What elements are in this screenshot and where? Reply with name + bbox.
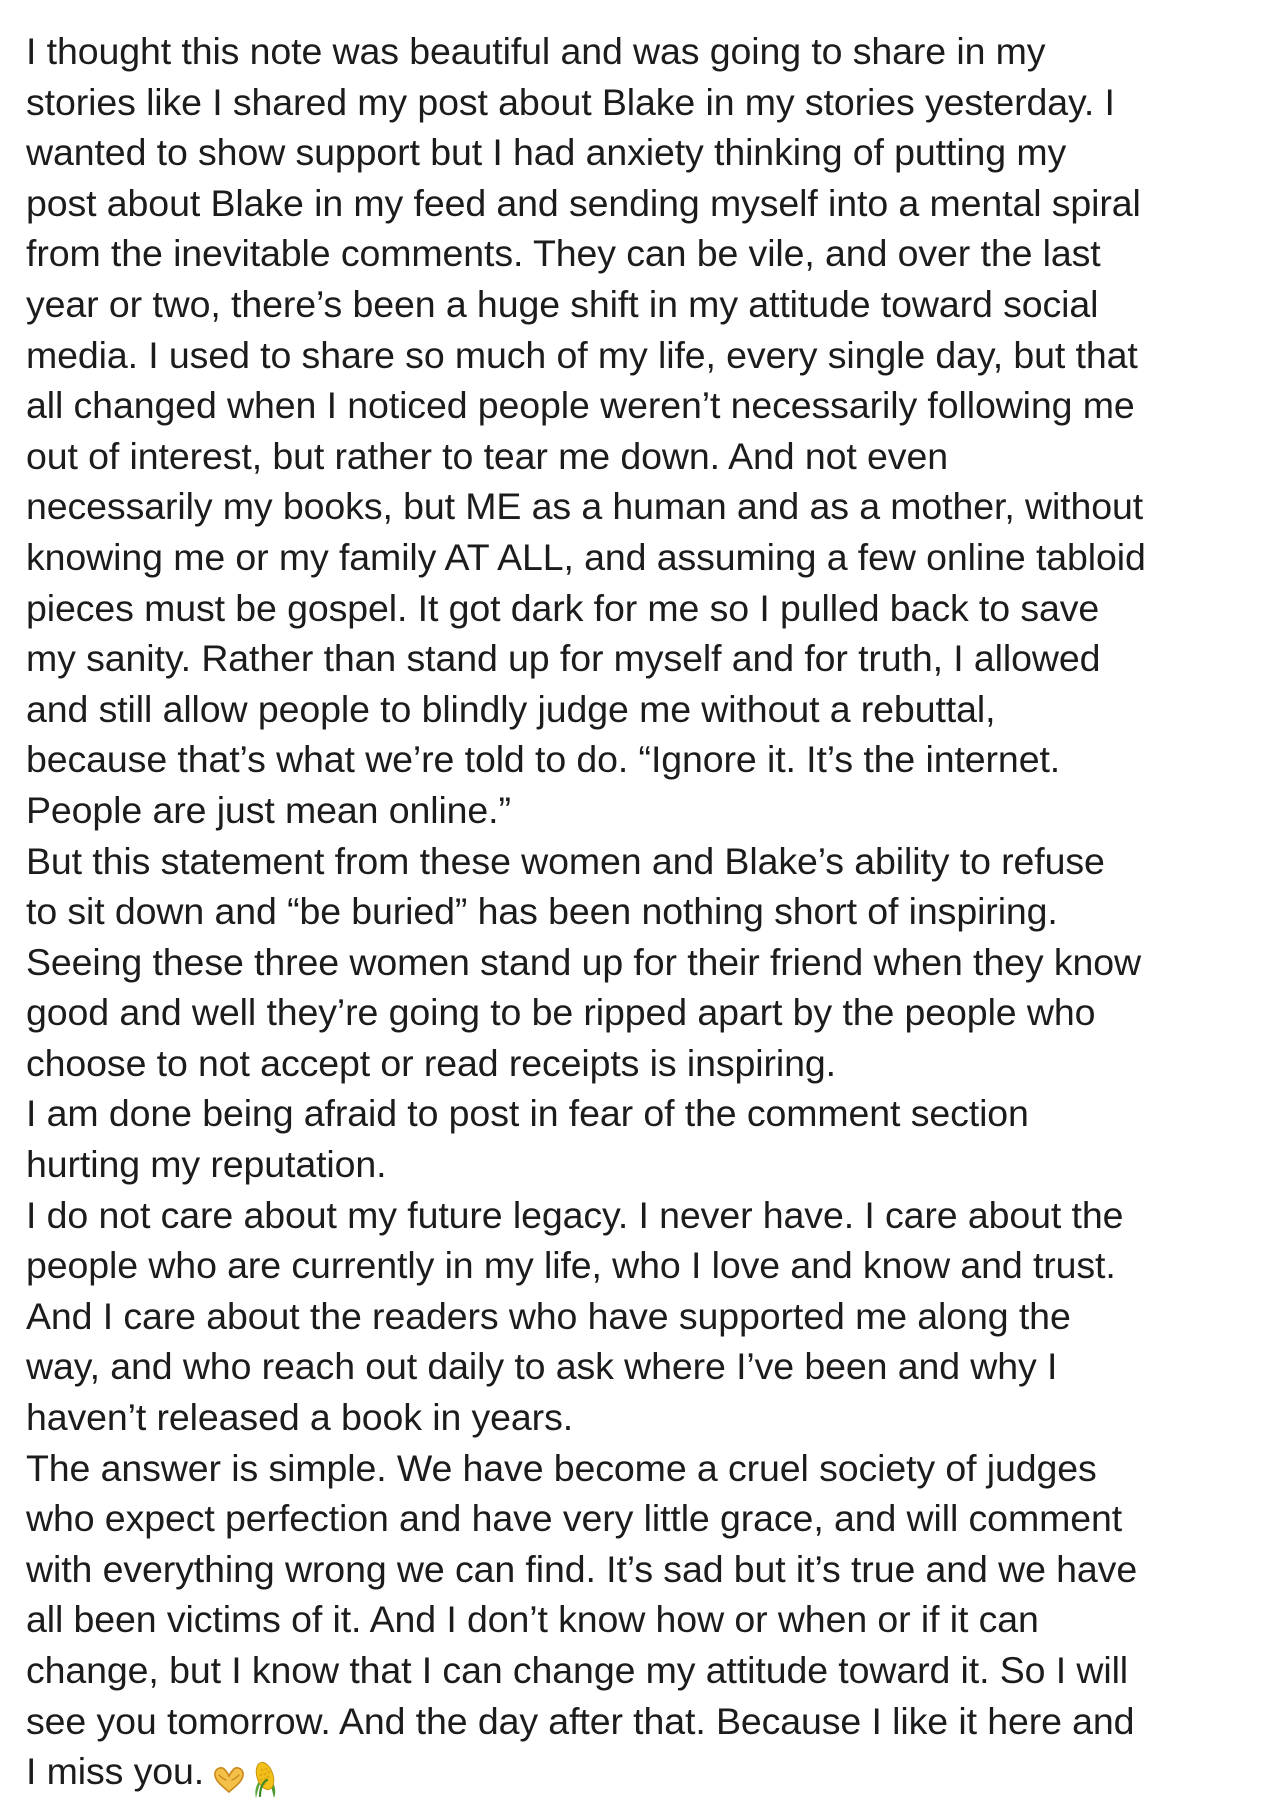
post-line: out of interest, but rather to tear me down. And not even (26, 434, 948, 477)
post-line-text: I miss you. (26, 1750, 205, 1793)
post-line: from the inevitable comments. They can be vile, and over the last (26, 232, 1101, 275)
post-line: But this statement from these women and Blake’s ability to refuse (26, 839, 1105, 882)
post-line: I do not care about my future legacy. I never have. I care about the (26, 1193, 1124, 1236)
post-line: Seeing these three women stand up for their friend when they know (26, 940, 1142, 983)
ear-of-corn-emoji-icon (248, 1752, 282, 1803)
post-line: wanted to show support but I had anxiety thinking of putting my (26, 131, 1067, 174)
heart-hands-emoji-icon (212, 1752, 246, 1803)
post-line: haven’t released a book in years. (26, 1396, 574, 1439)
post-line-last (26, 1746, 1266, 1803)
post-line: change, but I know that I can change my attitude toward it. So I will (26, 1649, 1129, 1691)
post-line: The answer is simple. We have become a cruel society of judges (26, 1446, 1097, 1489)
post-line: way, and who reach out daily to ask where I’ve been and why I (26, 1345, 1058, 1388)
post-line: choose to not accept or read receipts is inspiring. (26, 1041, 836, 1084)
post-line: stories like I shared my post about Blake in my stories yesterday. I (26, 80, 1115, 123)
post-line: hurting my reputation. (26, 1143, 387, 1186)
post-line: who expect perfection and have very little grace, and will comment (26, 1497, 1123, 1540)
post-line: post about Blake in my feed and sending myself into a mental spiral (26, 181, 1141, 224)
post-line: see you tomorrow. And the day after that. Because I like it here and (26, 1699, 1135, 1742)
post-line: necessarily my books, but ME as a human and as a mother, without (26, 485, 1144, 528)
post-line: year or two, there’s been a huge shift in my attitude toward social (26, 282, 1099, 325)
post-line: to sit down and “be buried” has been nothing short of inspiring. (26, 890, 1058, 933)
post-line: People are just mean online.” (26, 788, 511, 831)
post-line: good and well they’re going to be ripped apart by the people who (26, 991, 1096, 1034)
post-line: pieces must be gospel. It got dark for me so I pulled back to save (26, 586, 1100, 629)
post-line: my sanity. Rather than stand up for myself and for truth, I allowed (26, 637, 1101, 680)
post-line: all changed when I noticed people weren’t necessarily following me (26, 384, 1135, 427)
post-line: I am done being afraid to post in fear of the comment section (26, 1092, 1029, 1135)
post-body (26, 26, 1266, 1803)
post-line: with everything wrong we can find. It’s sad but it’s true and we have (26, 1547, 1138, 1590)
post-line: I thought this note was beautiful and was going to share in my (26, 30, 1046, 72)
post-line: people who are currently in my life, who I love and know and trust. (26, 1244, 1116, 1287)
post-line: media. I used to share so much of my life, every single day, but that (26, 333, 1138, 376)
post-line: and still allow people to blindly judge me without a rebuttal, (26, 687, 996, 730)
post-line: because that’s what we’re told to do. “Ignore it. It’s the internet. (26, 738, 1061, 781)
post-line: all been victims of it. And I don’t know how or when or if it can (26, 1598, 1039, 1641)
post-line: And I care about the readers who have supported me along the (26, 1294, 1071, 1337)
post-line: knowing me or my family AT ALL, and assuming a few online tabloid (26, 535, 1146, 578)
